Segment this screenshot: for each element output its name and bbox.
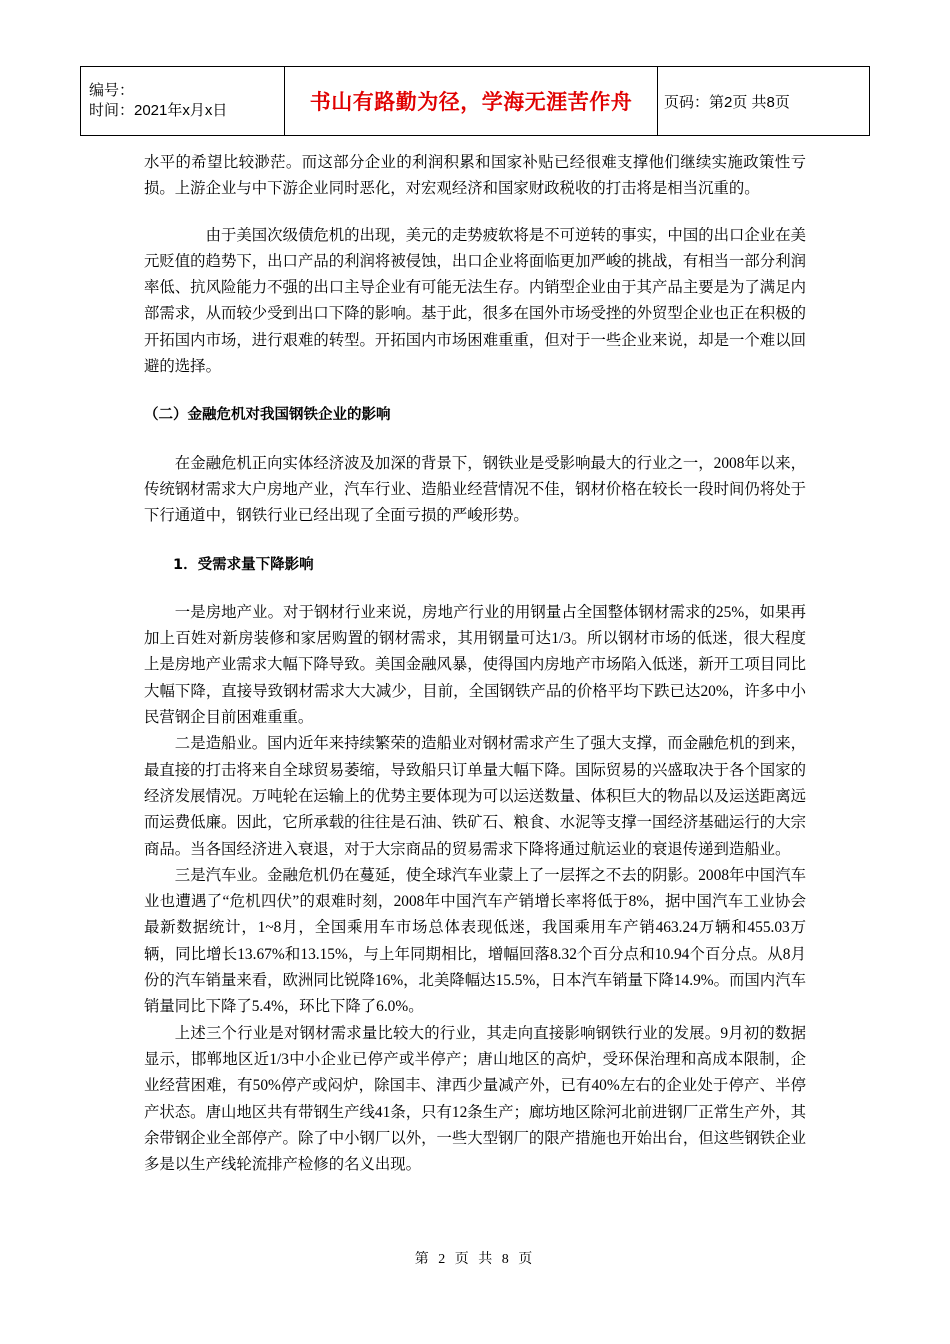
- paragraph: 二是造船业。国内近年来持续繁荣的造船业对钢材需求产生了强大支撑，而金融危机的到来，最直接的打击将来自全球贸易萎缩，导致船只订单量大幅下降。国际贸易的兴盛取决于各个国家的经济发展情况。万吨轮在运输上的优势主要体现为可以运送数量、体积巨大的物品以及运送距离远而运费低廉。因此，它所承载的往往是石油、铁矿石、粮食、水泥等支撑一国经济基础运行的大宗商品。当各国经济进入衰退，对于大宗商品的贸易需求下降将通过航运业的衰退传递到造船业。: [144, 735, 806, 858]
- header-page-info: 页码：第2页 共8页: [658, 67, 870, 136]
- paragraph: 三是汽车业。金融危机仍在蔓延，使全球汽车业蒙上了一层挥之不去的阴影。2008年中国汽车业也遭遇了“危机四伏”的艰难时刻，2008年中国汽车产销增长率将低于8%，据中国汽车工业协会最新数据统计，1~8月，全国乘用车市场总体表现低迷，我国乘用车产销463.24万辆和455.03万辆，同比增长13.67%和13.15%，与上年同期相比，增幅回落8.32个百分点和10.94个百分点。从8月份的汽车销量来看，欧洲同比锐降16%，北美降幅达15.5%，日本汽车销量下降14.9%。而国内汽车销量同比下降了5.4%，环比下降了6.0%。: [144, 866, 806, 1016]
- subsection-heading: 1．受需求量下降影响: [173, 556, 314, 573]
- document-number-label: 编号：: [89, 82, 135, 99]
- paragraph: 水平的希望比较渺茫。而这部分企业的利润积累和国家补贴已经很难支撑他们继续实施政策性亏损。上游企业与中下游企业同时恶化，对宏观经济和国家财政税收的打击将是相当沉重的。: [144, 154, 806, 198]
- paragraph: 上述三个行业是对钢材需求量比较大的行业，其走向直接影响钢铁行业的发展。9月初的数据显示，邯郸地区近1/3中小企业已停产或半停产；唐山地区的高炉，受环保治理和高成本限制，企业经营困难，有50%停产或闷炉，除国丰、津西少量减产外，已有40%左右的企业处于停产、半停产状态。唐山地区共有带钢生产线41条，只有12条生产；廊坊地区除河北前进钢厂正常生产外，其余带钢企业全部停产。除了中小钢厂以外，一些大型钢厂的限产措施也开始出台，但这些钢铁企业多是以生产线轮流排产检修的名义出现。: [144, 1024, 806, 1174]
- paragraph: 在金融危机正向实体经济波及加深的背景下，钢铁业是受影响最大的行业之一，2008年以来，传统钢材需求大户房地产业，汽车行业、造船业经营情况不佳，钢材价格在较长一段时间仍将处于下行通道中，钢铁行业已经出现了全面亏损的严峻形势。: [144, 454, 806, 525]
- document-date: 时间：2021年x月x日: [89, 102, 228, 119]
- header-meta: [81, 67, 285, 136]
- header-motto: 书山有路勤为径，学海无涯苦作舟: [285, 67, 658, 136]
- paragraph: 一是房地产业。对于钢材行业来说，房地产行业的用钢量占全国整体钢材需求的25%，如果再加上百姓对新房装修和家居购置的钢材需求，其用钢量可达1/3。所以钢材市场的低迷，很大程度上是房地产业需求大幅下降导致。美国金融风暴，使得国内房地产市场陷入低迷，新开工项目同比大幅下降，直接导致钢材需求大大减少，目前，全国钢铁产品的价格平均下跌已达20%，许多中小民营钢企目前困难重重。: [144, 603, 806, 727]
- page-header: [80, 66, 870, 136]
- page-footer-number: 第 2 页 共 8 页: [414, 1252, 536, 1267]
- paragraph: 由于美国次级债危机的出现，美元的走势疲软将是不可逆转的事实，中国的出口企业在美元贬值的趋势下，出口产品的利润将被侵蚀，出口企业将面临更加严峻的挑战，有相当一部分利润率低、抗风险能力不强的出口主导企业有可能无法生存。内销型企业由于其产品主要是为了满足内部需求，从而较少受到出口下降的影响。基于此，很多在国外市场受挫的外贸型企业也正在积极的开拓国内市场，进行艰难的转型。开拓国内市场困难重重，但对于一些企业来说，却是一个难以回避的选择。: [144, 226, 806, 376]
- section-heading: （二）金融危机对我国钢铁企业的影响: [144, 407, 391, 424]
- document-body: [144, 150, 806, 1178]
